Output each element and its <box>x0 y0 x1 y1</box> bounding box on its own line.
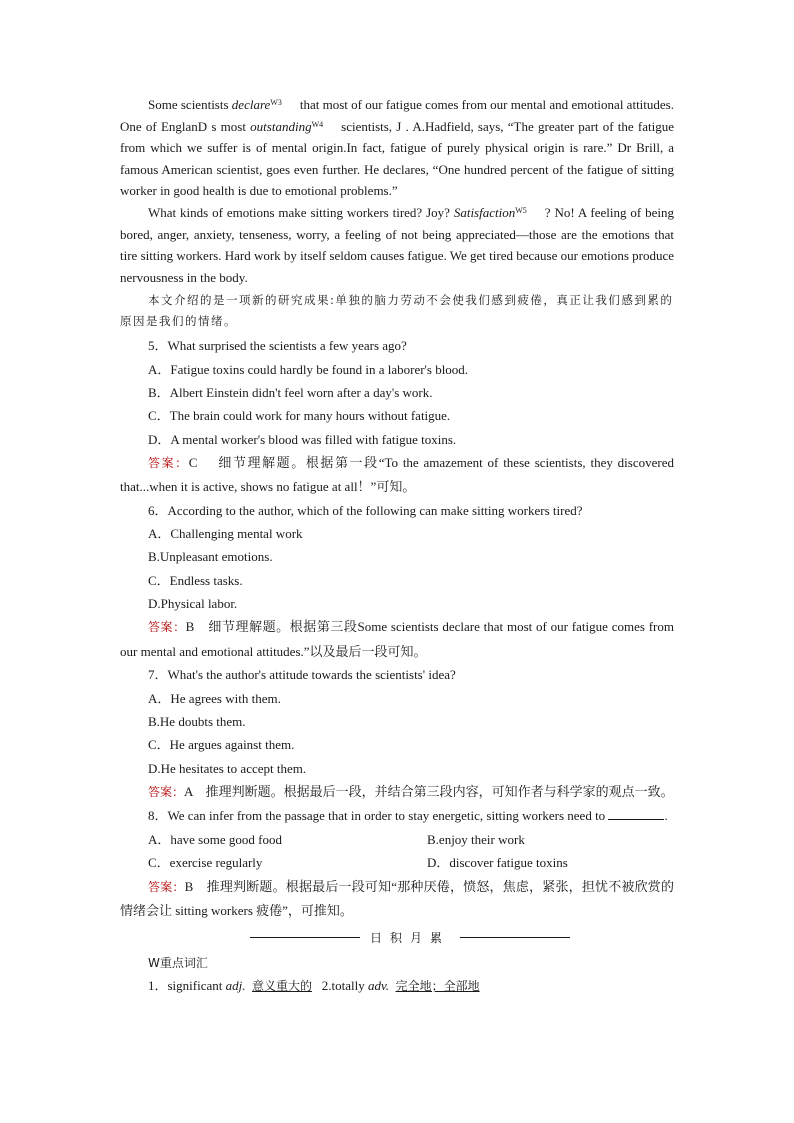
options-row-1 <box>148 828 674 852</box>
word-marker-w4: W4 <box>311 119 324 129</box>
option-d: D．A mental worker's blood was filled with fatigue toxins. <box>148 431 457 447</box>
option-b: B．Albert Einstein didn't feel worn after a day's work. <box>148 384 433 400</box>
option-c: C．Endless tasks. <box>148 572 243 588</box>
option-a: A．Fatigue toxins could hardly be found in a laborer's blood. <box>148 361 469 377</box>
word-marker-w5: W5 <box>515 205 527 215</box>
options-row-2 <box>148 851 674 875</box>
vocab-meaning: 完全地；全部地 <box>395 978 480 993</box>
word-satisfaction: Satisfaction <box>453 204 516 220</box>
word-marker-w3: W3 <box>270 98 282 107</box>
answer-blank <box>608 805 664 820</box>
option-c: C．The brain could work for many hours without fatigue. <box>148 408 451 424</box>
answer-explanation: 答案：A 推理判断题。根据最后一段，并结合第三段内容，可知作者与科学家的观点一致。 <box>148 783 674 799</box>
word-declare: declare <box>231 97 271 112</box>
word-outstanding: outstanding <box>250 118 312 134</box>
question-7 <box>120 663 674 804</box>
section-title: 日积月累 <box>370 930 451 945</box>
option-c: C．He argues against them. <box>148 737 295 753</box>
question-stem: 5．What surprised the scientists a few years ago? <box>148 338 407 354</box>
document-page <box>120 94 674 994</box>
answer-label: 答案： <box>148 879 185 894</box>
question-stem: 7．What's the author's attitude towards the scientists' idea? <box>148 667 456 683</box>
option-d: D．discover fatigue toxins <box>427 855 568 871</box>
passage-paragraph-1: Some scientists declare$^{W3}$ that most of our fatigue comes from our mental and emotional attitudes. One of EnglanD s most outstanding$^{W4}$ scientists, J . A.Hadfield, says, “The greater part of the fatigue from which we suffer is of mental origin.In fact, fatigue of purely physical origin is rare.” Dr Brill, a famous American scientist, goes even further. He declares, “One hundred percent of the fatigue of sitting worker in good health is due to emotional problems.” <box>120 97 674 199</box>
answer-explanation: 答案：B 细节理解题。根据第三段Some scientists declare that most of our fatigue comes from our mental and emotional attitudes.”以及最后一段可知。 <box>120 619 674 659</box>
question-stem: 8．We can infer from the passage that in order to stay energetic, sitting workers need to . <box>120 804 674 828</box>
answer-label: 答案： <box>148 455 189 470</box>
option-a: A．Challenging mental work <box>148 526 303 542</box>
option-c: C．exercise regularly <box>148 855 263 871</box>
answer-explanation: 答案：B 推理判断题。根据最后一段可知“那种厌倦，愤怒，焦虑，紧张，担忧不被欣赏的情绪会让 sitting workers 疲倦”，可推知。 <box>120 878 674 919</box>
question-8 <box>120 804 674 923</box>
passage-summary: 本文介绍的是一项新的研究成果:单独的脑力劳动不会使我们感到疲倦，真正让我们感到累的原因是我们的情绪。 <box>120 293 674 329</box>
divider-rule-left <box>250 937 360 938</box>
option-d: D.Physical labor. <box>148 596 238 612</box>
answer-explanation: 答案：C 细节理解题。根据第一段“To the amazement of these scientists, they discovered that...when it is active, shows no fatigue at all！”可知。 <box>120 454 674 495</box>
answer-label: 答案： <box>148 620 186 635</box>
answer-label: 答案： <box>148 784 185 799</box>
option-b: B.enjoy their work <box>427 831 525 847</box>
question-5 <box>120 334 674 498</box>
option-b: B.Unpleasant emotions. <box>148 549 273 565</box>
vocab-line: 1．significant adj. 意义重大的 2.totally adv. 完全地；全部地 <box>148 977 480 993</box>
option-b: B.He doubts them. <box>148 713 246 729</box>
divider-rule-right <box>460 937 570 938</box>
vocab-heading: W重点词汇 <box>148 955 208 970</box>
section-divider <box>250 929 570 946</box>
vocab-meaning: 意义重大的 <box>252 978 313 993</box>
option-d: D.He hesitates to accept them. <box>148 760 307 776</box>
option-a: A．He agrees with them. <box>148 690 281 706</box>
question-stem: 6．According to the author, which of the following can make sitting workers tired? <box>148 502 583 518</box>
question-6 <box>120 499 674 663</box>
passage-paragraph-2: What kinds of emotions make sitting workers tired? Joy? Satisfaction$^{W5}$ ? No! A feeling of being bored, anger, anxiety, tenseness, worry, a feeling of not being appreciated—those are the emotions that tire sitting workers. Hard work by itself seldom causes fatigue. We get tired because our emotions produce nervousness in the body. <box>120 204 674 285</box>
option-a: A．have some good food <box>148 831 282 847</box>
